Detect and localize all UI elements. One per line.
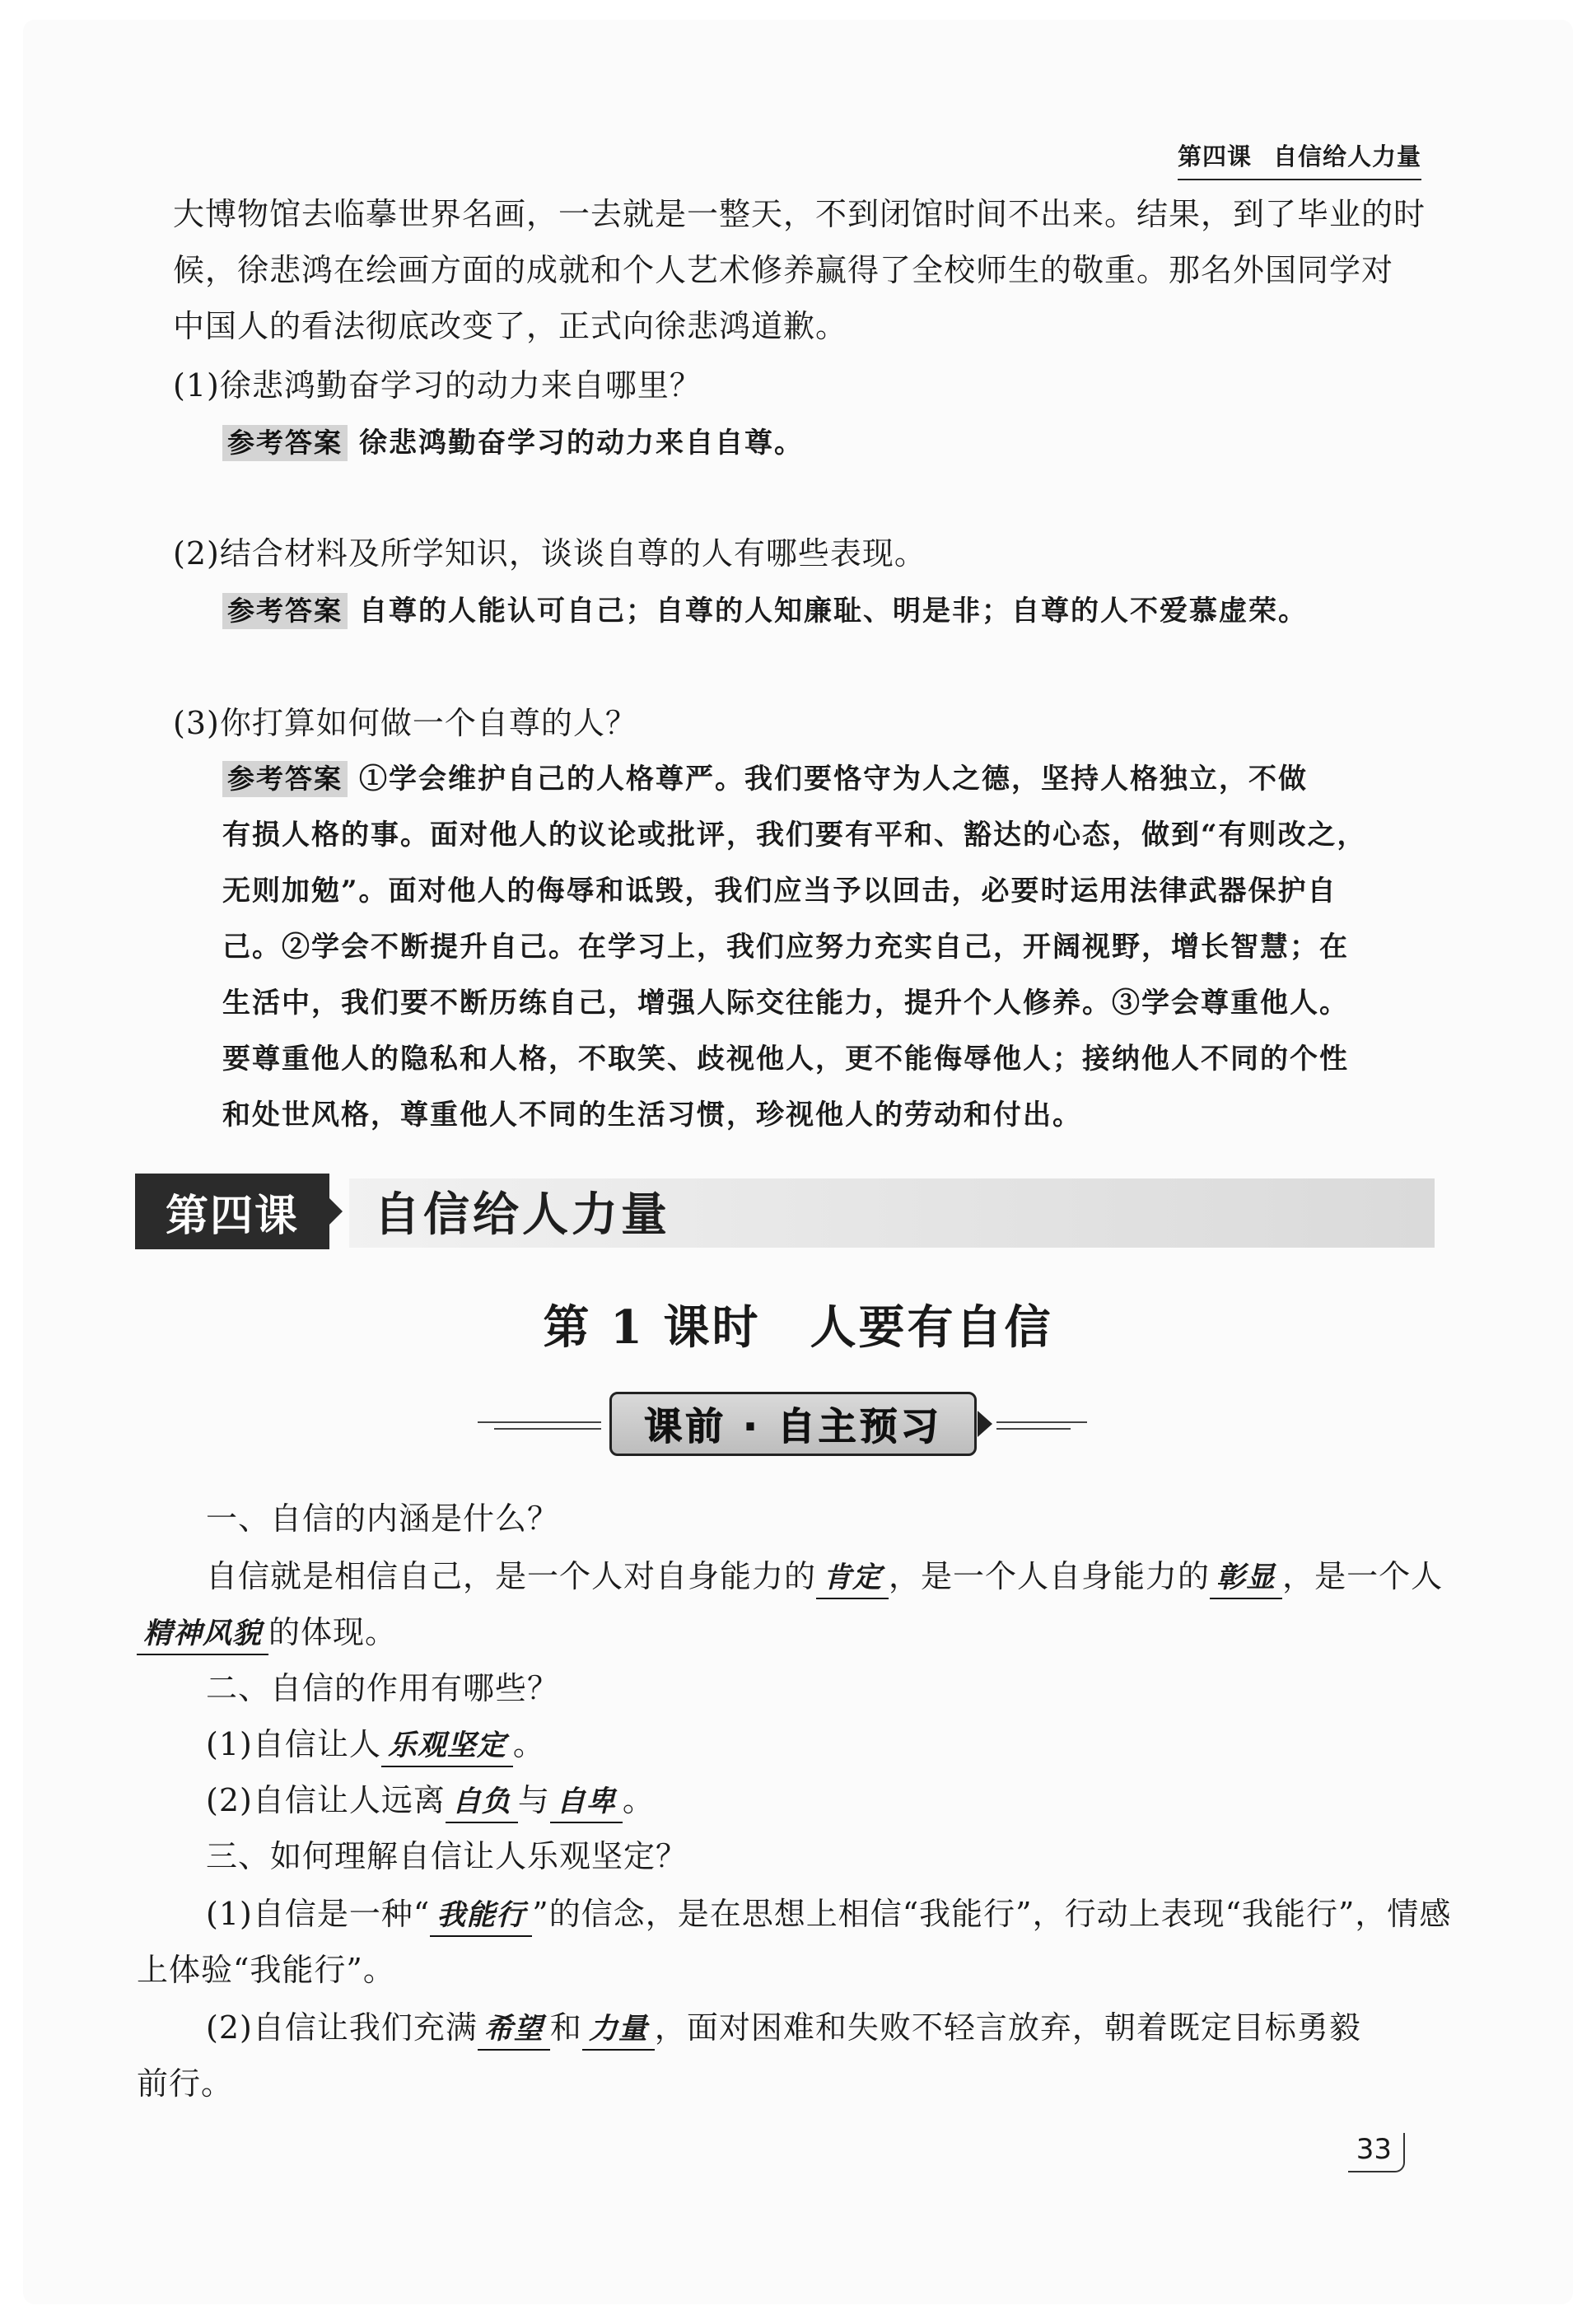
section-rule-left	[494, 1428, 601, 1430]
answer-line: 和处世风格，尊重他人不同的生活习惯，珍视他人的劳动和付出。	[222, 1099, 1082, 1132]
answer-1	[222, 415, 1433, 471]
text: ，面对困难和失败不轻言放弃，朝着既定目标勇毅	[654, 2009, 1361, 2046]
text: (2)自信让人远离	[206, 1782, 446, 1818]
paragraph-1	[137, 1548, 1444, 1660]
text: 与	[517, 1782, 550, 1818]
text: ，是一个人	[1282, 1558, 1444, 1594]
text: ”的信念，是在思想上相信“我能行”，行动上表现“我能行”，情感	[532, 1896, 1452, 1932]
text: 。	[512, 1726, 545, 1762]
answer-2	[222, 583, 1433, 639]
period-label: 第 1 课时	[543, 1300, 761, 1355]
running-head	[1178, 138, 1421, 180]
banner-arrow-icon	[329, 1198, 343, 1225]
blank-answer: 希望	[478, 2009, 550, 2051]
text: 自信就是相信自己，是一个人对自身能力的	[206, 1558, 817, 1594]
banner-lesson: 第四课	[135, 1174, 329, 1249]
section-badge	[478, 1392, 1087, 1454]
answer-line: 无则加勉”。面对他人的侮辱和诋毁，我们应当予以回击，必要时运用法律武器保护自	[222, 875, 1337, 908]
period-topic: 人要有自信	[810, 1300, 1053, 1355]
story-line: 大博物馆去临摹世界名画，一去就是一整天，不到闭馆时间不出来。结果，到了毕业的时	[173, 196, 1426, 232]
section-rule-left	[478, 1421, 601, 1423]
text: 。	[622, 1782, 655, 1818]
period-title	[0, 1291, 1596, 1357]
answer-line: 徐悲鸿勤奋学习的动力来自自尊。	[359, 427, 804, 460]
question-1: (1)徐悲鸿勤奋学习的动力来自哪里？	[173, 367, 702, 404]
blank-answer: 肯定	[816, 1558, 889, 1599]
item-1	[206, 1720, 545, 1769]
answer-line: ①学会维护自己的人格尊严。我们要恪守为人之德，坚持人格独立，不做	[359, 763, 1308, 796]
text: 上体验“我能行”。	[137, 1952, 395, 1988]
lesson-banner	[135, 1174, 1435, 1249]
blank-answer: 我能行	[430, 1896, 532, 1937]
question-2: (2)结合材料及所学知识，谈谈自尊的人有哪些表现。	[173, 535, 926, 572]
answer-line: 有损人格的事。面对他人的议论或批评，我们要有平和、豁达的心态，做到“有则改之，	[222, 819, 1367, 852]
story-paragraph	[173, 186, 1431, 354]
blank-answer: 力量	[582, 2009, 655, 2051]
section-rule-right	[996, 1421, 1087, 1423]
question-3: (3)你打算如何做一个自尊的人？	[173, 705, 637, 741]
answer-line: 生活中，我们要不断历练自己，增强人际交往能力，提升个人修养。③学会尊重他人。	[222, 987, 1349, 1020]
text: (1)自信是一种“	[206, 1896, 431, 1932]
answer-tag: 参考答案	[222, 593, 348, 629]
story-line: 候，徐悲鸿在绘画方面的成就和个人艺术修养赢得了全校师生的敬重。那名外国同学对	[173, 252, 1394, 288]
story-line: 中国人的看法彻底改变了，正式向徐悲鸿道歉。	[173, 308, 848, 344]
answer-tag: 参考答案	[222, 425, 348, 461]
running-head-lesson: 第四课	[1177, 142, 1252, 170]
item-2	[206, 1776, 655, 1825]
answer-tag: 参考答案	[222, 761, 348, 797]
answer-line: 要尊重他人的隐私和人格，不取笑、歧视他人，更不能侮辱他人；接纳他人不同的个性	[222, 1043, 1349, 1076]
text: (2)自信让我们充满	[206, 2009, 478, 2046]
heading-3: 三、如何理解自信让人乐观坚定？	[206, 1838, 688, 1874]
blank-answer: 精神风貌	[137, 1614, 268, 1655]
page-number: 33	[1348, 2133, 1405, 2172]
answer-line: 己。②学会不断提升自己。在学习上，我们应努力充实自己，开阔视野，增长智慧；在	[222, 931, 1349, 964]
section-rule-right	[996, 1428, 1071, 1430]
text: 前行。	[137, 2065, 234, 2102]
running-head-title: 自信给人力量	[1272, 142, 1421, 170]
paragraph-3	[137, 1886, 1452, 1998]
heading-1: 一、自信的内涵是什么？	[206, 1500, 560, 1537]
text: 和	[549, 2009, 582, 2046]
blank-answer: 彰显	[1210, 1558, 1282, 1599]
answer-line: 自尊的人能认可自己；自尊的人知廉耻、明是非；自尊的人不爱慕虚荣。	[359, 595, 1308, 628]
blank-answer: 乐观坚定	[381, 1726, 513, 1767]
heading-2: 二、自信的作用有哪些？	[206, 1670, 560, 1706]
paragraph-4	[137, 2000, 1433, 2112]
text: ，是一个人自身能力的	[889, 1558, 1211, 1594]
blank-answer: 自负	[446, 1782, 518, 1823]
answer-3	[222, 751, 1433, 1143]
section-label: 课前 · 自主预习	[609, 1392, 977, 1456]
banner-title: 自信给人力量	[374, 1188, 670, 1242]
text: 的体现。	[268, 1614, 398, 1650]
text: (1)自信让人	[206, 1726, 381, 1762]
blank-answer: 自卑	[550, 1782, 623, 1823]
